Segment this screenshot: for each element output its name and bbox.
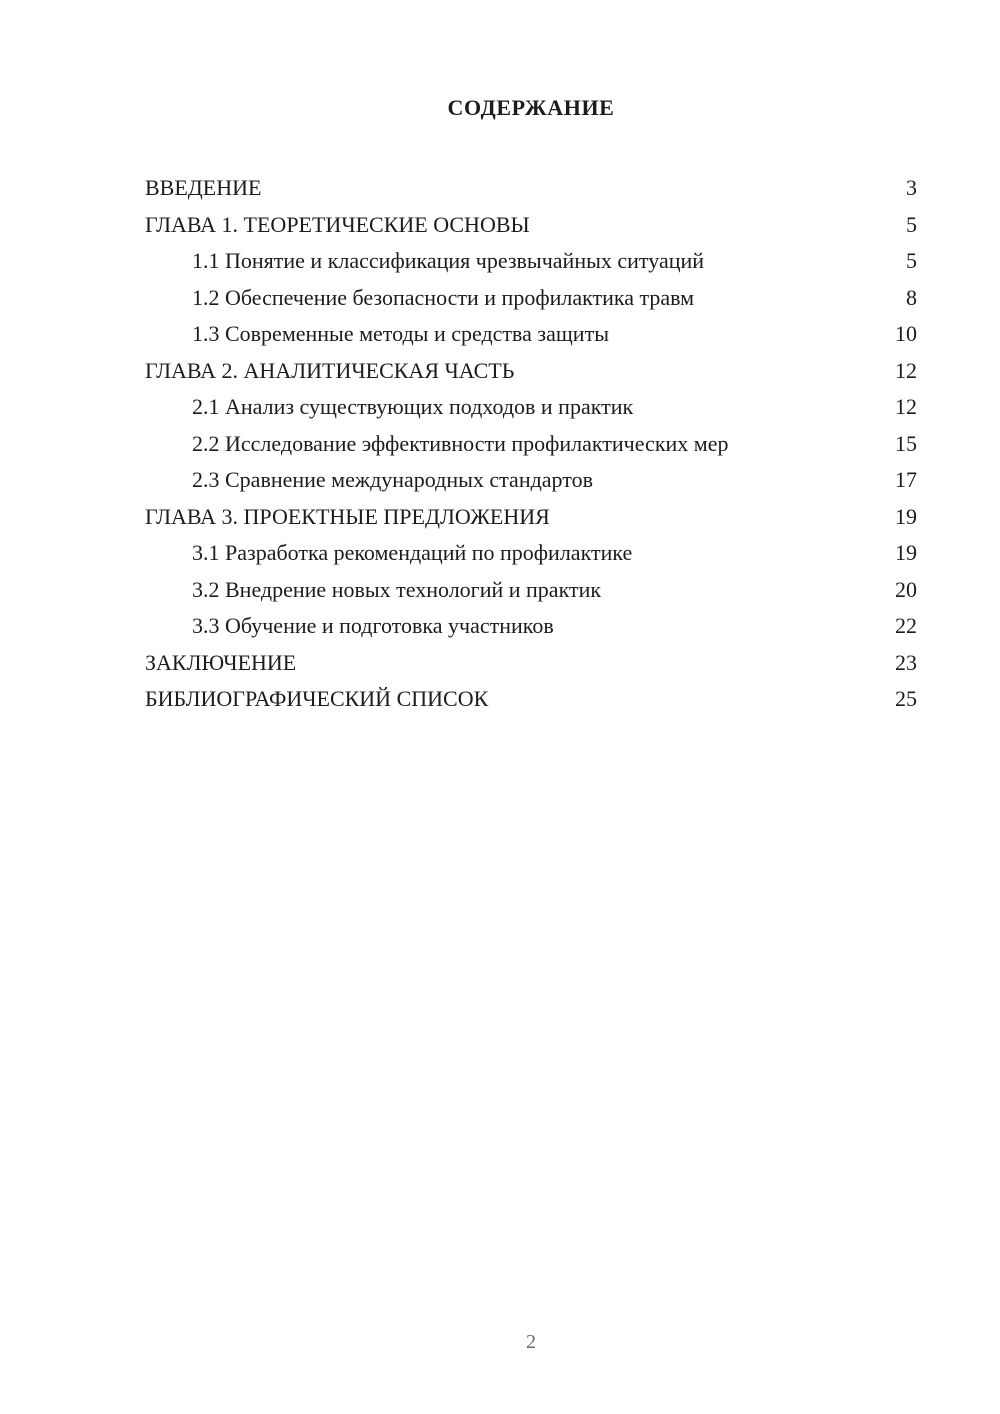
toc-entry-label: ГЛАВА 3. ПРОЕКТНЫЕ ПРЕДЛОЖЕНИЯ [145, 503, 550, 529]
toc-entry-page: 25 [895, 686, 917, 711]
toc-entry-label: 2.1 Анализ существующих подходов и практик [192, 394, 634, 419]
toc-entry-label: БИБЛИОГРАФИЧЕСКИЙ СПИСОК [145, 686, 489, 711]
toc-entry-page: 5 [906, 211, 917, 237]
toc-entry-1-2 [145, 280, 917, 317]
toc-entry-page: 5 [906, 248, 917, 273]
document-content [145, 0, 917, 718]
toc-entry-label: 3.1 Разработка рекомендаций по профилактике [192, 540, 633, 565]
toc-entry-1-1 [145, 243, 917, 280]
table-of-contents [145, 170, 917, 718]
toc-entry-glava-2 [145, 353, 917, 390]
toc-entry-page: 3 [906, 175, 917, 200]
toc-entry-label: 3.2 Внедрение новых технологий и практик [192, 576, 602, 602]
toc-entry-2-1 [145, 389, 917, 426]
toc-entry-3-1 [145, 535, 917, 572]
toc-entry-label: ГЛАВА 2. АНАЛИТИЧЕСКАЯ ЧАСТЬ [145, 357, 515, 383]
toc-entry-2-3 [145, 462, 917, 499]
toc-entry-3-3 [145, 608, 917, 645]
page-title: СОДЕРЖАНИЕ [447, 95, 615, 120]
toc-entry-label: 1.1 Понятие и классификация чрезвычайных ситуаций [192, 248, 705, 273]
toc-entry-page: 15 [895, 430, 917, 456]
toc-entry-label: ВВЕДЕНИЕ [145, 175, 262, 200]
toc-entry-page: 10 [895, 321, 917, 346]
toc-entry-glava-1 [145, 207, 917, 244]
toc-entry-glava-3 [145, 499, 917, 536]
toc-entry-page: 19 [895, 540, 917, 565]
toc-entry-page: 20 [895, 576, 917, 602]
toc-entry-label: 2.3 Сравнение международных стандартов [192, 467, 593, 492]
toc-entry-1-3 [145, 316, 917, 353]
toc-entry-3-2 [145, 572, 917, 609]
toc-entry-bibliografiya [145, 681, 917, 718]
toc-entry-page: 23 [895, 649, 917, 675]
toc-entry-vvedenie [145, 170, 917, 207]
toc-entry-label: ГЛАВА 1. ТЕОРЕТИЧЕСКИЕ ОСНОВЫ [145, 211, 530, 237]
footer-page-number: 2 [526, 1331, 536, 1353]
toc-entry-2-2 [145, 426, 917, 463]
toc-entry-page: 12 [895, 394, 917, 419]
toc-entry-label: 1.2 Обеспечение безопасности и профилактика травм [192, 284, 695, 310]
toc-entry-page: 8 [906, 284, 917, 310]
toc-entry-page: 19 [895, 503, 917, 529]
toc-entry-zaklyuchenie [145, 645, 917, 682]
toc-entry-label: 1.3 Современные методы и средства защиты [192, 321, 609, 346]
toc-entry-page: 17 [895, 467, 917, 492]
toc-entry-page: 12 [895, 357, 917, 383]
toc-entry-label: 2.2 Исследование эффективности профилактических мер [192, 430, 729, 456]
toc-entry-label: 3.3 Обучение и подготовка участников [192, 613, 554, 638]
toc-entry-page: 22 [895, 613, 917, 638]
toc-entry-label: ЗАКЛЮЧЕНИЕ [145, 649, 297, 675]
